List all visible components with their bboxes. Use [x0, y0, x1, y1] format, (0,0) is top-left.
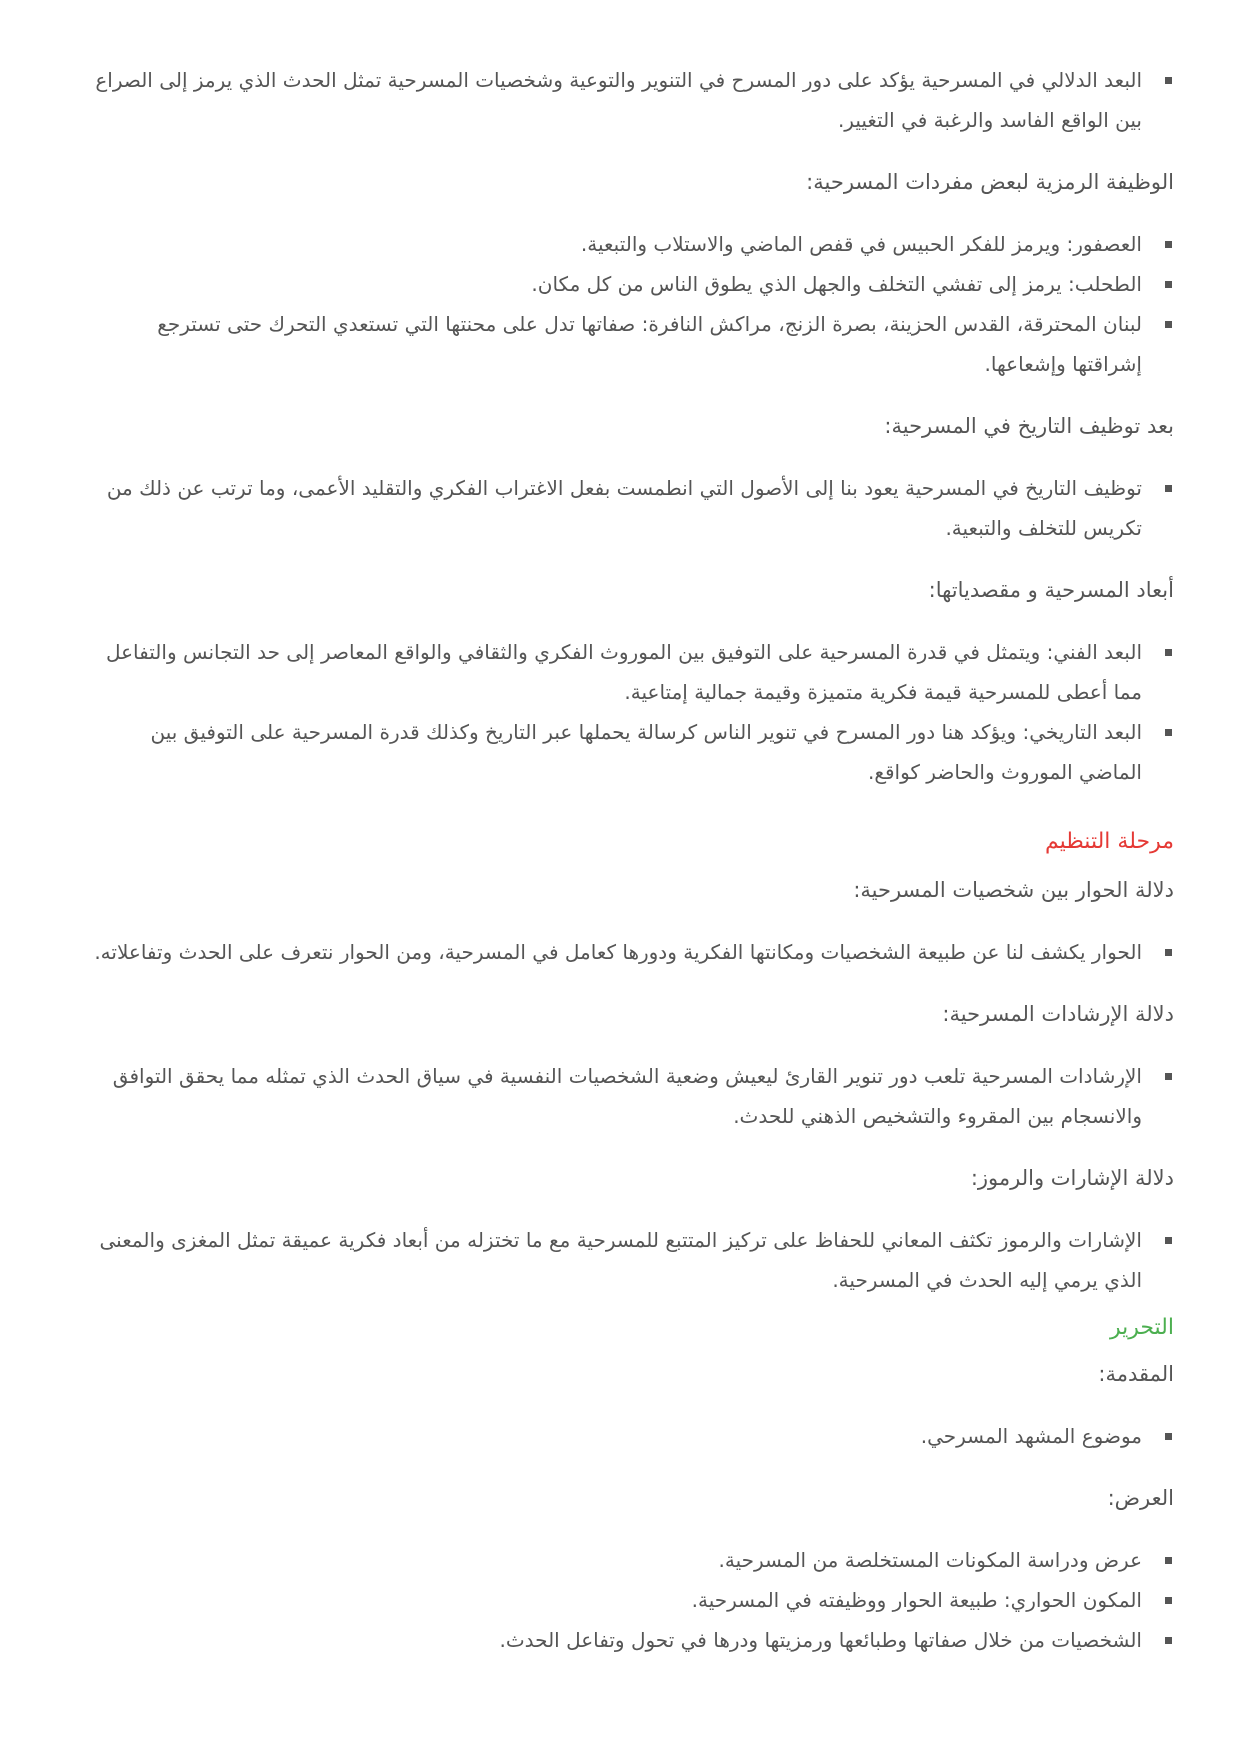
- dialogue-list: [85, 932, 1174, 972]
- dialogue-item-1: الحوار يكشف لنا عن طبيعة الشخصيات ومكانتها الفكرية ودورها كعامل في المسرحية، ومن الحوار نتعرف على الحدث وتفاعلاته.: [85, 932, 1142, 972]
- signs-section: [85, 1158, 1174, 1300]
- introduction-section: [85, 1354, 1174, 1456]
- intro-item-1: البعد الدلالي في المسرحية يؤكد على دور المسرح في التنوير والتوعية وشخصيات المسرحية تمثل الحدث الذي يرمز إلى الصراع بين الواقع الفاسد والرغبة في التغيير.: [85, 60, 1142, 140]
- history-section: [85, 406, 1174, 548]
- presentation-item-1: عرض ودراسة المكونات المستخلصة من المسرحية.: [85, 1540, 1142, 1580]
- writing-heading: التحرير: [1109, 1315, 1174, 1340]
- symbolic-list: [85, 224, 1174, 384]
- organization-heading: مرحلة التنظيم: [1044, 829, 1174, 854]
- signs-item-1: الإشارات والرموز تكثف المعاني للحفاظ على تركيز المتتبع للمسرحية مع ما تختزله من أبعاد فكرية عميقة تمثل المغزى والمعنى الذي يرمي إليه الحدث في المسرحية.: [85, 1220, 1142, 1300]
- dialogue-title: دلالة الحوار بين شخصيات المسرحية:: [853, 878, 1174, 902]
- directions-item-1: الإرشادات المسرحية تلعب دور تنوير القارئ ليعيش وضعية الشخصيات النفسية في سياق الحدث الذي تمثله مما يحقق التوافق والانسجام بين المقروء والتشخيص الذهني للحدث.: [85, 1056, 1142, 1136]
- history-title: بعد توظيف التاريخ في المسرحية:: [884, 414, 1174, 438]
- history-list: [85, 468, 1174, 548]
- dialogue-section: [85, 870, 1174, 972]
- dimensions-list: [85, 632, 1174, 792]
- presentation-item-2: المكون الحواري: طبيعة الحوار ووظيفته في المسرحية.: [85, 1580, 1142, 1620]
- presentation-item-3: الشخصيات من خلال صفاتها وطبائعها ورمزيتها ودرها في تحول وتفاعل الحدث.: [85, 1620, 1142, 1660]
- intro-list: [85, 60, 1174, 140]
- dimensions-item-2: البعد التاريخي: ويؤكد هنا دور المسرح في تنوير الناس كرسالة يحملها عبر التاريخ وكذلك قدرة المسرحية على التوفيق بين الماضي الموروث والحاضر كواقع.: [85, 712, 1142, 792]
- signs-title: دلالة الإشارات والرموز:: [970, 1166, 1174, 1190]
- presentation-list: [85, 1540, 1174, 1660]
- introduction-list: [85, 1416, 1174, 1456]
- intro-block: [85, 60, 1174, 140]
- signs-list: [85, 1220, 1174, 1300]
- directions-list: [85, 1056, 1174, 1136]
- presentation-section: [85, 1478, 1174, 1660]
- dimensions-item-1: البعد الفني: ويتمثل في قدرة المسرحية على التوفيق بين الموروث الفكري والثقافي والواقع المعاصر إلى حد التجانس والتفاعل مما أعطى للمسرحية قيمة فكرية متميزة وقيمة جمالية إمتاعية.: [85, 632, 1142, 712]
- introduction-item-1: موضوع المشهد المسرحي.: [85, 1416, 1142, 1456]
- history-item-1: توظيف التاريخ في المسرحية يعود بنا إلى الأصول التي انطمست بفعل الاغتراب الفكري والتقليد الأعمى، وما ترتب عن ذلك من تكريس للتخلف والتبعية.: [85, 468, 1142, 548]
- introduction-title: المقدمة:: [1098, 1362, 1174, 1386]
- symbolic-title: الوظيفة الرمزية لبعض مفردات المسرحية:: [806, 170, 1174, 194]
- dimensions-section: [85, 570, 1174, 792]
- directions-title: دلالة الإرشادات المسرحية:: [942, 1002, 1174, 1026]
- symbolic-item-1: العصفور: ويرمز للفكر الحبيس في قفص الماضي والاستلاب والتبعية.: [85, 224, 1142, 264]
- symbolic-item-3: لبنان المحترقة، القدس الحزينة، بصرة الزنج، مراكش النافرة: صفاتها تدل على محنتها التي تستعدي التحرك حتى تسترجع إشراقتها وإشعاعها.: [85, 304, 1142, 384]
- symbolic-item-2: الطحلب: يرمز إلى تفشي التخلف والجهل الذي يطوق الناس من كل مكان.: [85, 264, 1142, 304]
- directions-section: [85, 994, 1174, 1136]
- presentation-title: العرض:: [1107, 1486, 1174, 1510]
- symbolic-section: [85, 162, 1174, 384]
- dimensions-title: أبعاد المسرحية و مقصدياتها:: [928, 578, 1174, 602]
